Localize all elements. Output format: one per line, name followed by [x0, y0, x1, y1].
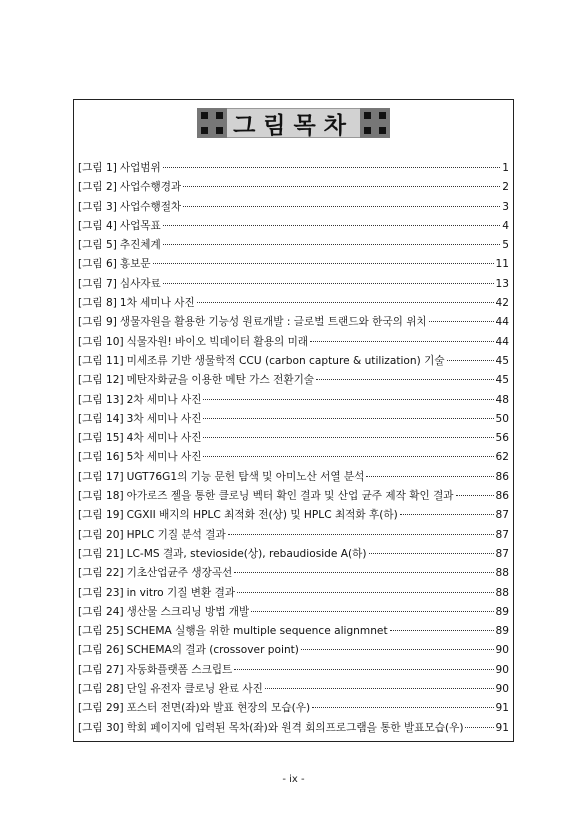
dot-leader	[301, 648, 494, 650]
toc-entry-page: 48	[495, 393, 509, 406]
toc-entry-title: 생산물 스크리닝 방법 개발	[126, 605, 250, 618]
toc-entry-label: [그림 3]	[78, 200, 117, 213]
toc-entry-title: 생물자원을 활용한 기능성 원료개발 : 글로벌 트랜드와 한국의 위치	[119, 316, 427, 329]
toc-entry-title: 미세조류 기반 생물학적 CCU (carbon capture & utilization) 기술	[126, 354, 445, 367]
toc-entry-label: [그림 15]	[78, 432, 124, 445]
toc-entry-page: 88	[495, 567, 509, 580]
toc-entry-label: [그림 1]	[78, 162, 117, 174]
toc-entry-title: UGT76G1의 기능 문헌 탐색 및 아미노산 서열 분석	[126, 470, 365, 483]
toc-entry-title: 학회 페이지에 입력된 목차(좌)와 원격 회의프로그램을 통한 발표모습(우)	[126, 721, 464, 734]
page-number-footer: - ix -	[282, 774, 305, 785]
toc-entry-page: 44	[495, 335, 509, 348]
toc-entry-page: 90	[495, 663, 509, 676]
toc-entry-label: [그림 14]	[78, 412, 124, 425]
toc-entry-title: 사업범위	[119, 162, 161, 174]
toc-entry[interactable]	[78, 526, 509, 545]
toc-entry-page: 50	[495, 412, 509, 425]
toc-entry-title: 3차 세미나 사진	[126, 412, 202, 425]
toc-entry[interactable]	[78, 584, 509, 603]
toc-entry-page: 2	[502, 181, 509, 194]
dot-leader	[456, 494, 494, 496]
dot-leader	[234, 571, 493, 573]
dot-leader	[153, 262, 494, 264]
toc-entry-title: CGXII 배지의 HPLC 최적화 전(상) 및 HPLC 최적화 후(하)	[126, 509, 398, 522]
toc-entry-title: HPLC 기질 분석 결과	[126, 528, 226, 541]
dot-leader	[447, 359, 494, 361]
toc-entry-label: [그림 8]	[78, 297, 117, 310]
toc-entry[interactable]	[78, 217, 509, 236]
toc-entry-title: 기초산업균주 생장곡선	[126, 567, 233, 580]
toc-entry[interactable]	[78, 275, 509, 294]
toc-entry[interactable]	[78, 294, 509, 313]
toc-entry-label: [그림 12]	[78, 374, 124, 387]
toc-entry-page: 45	[495, 354, 509, 367]
dot-leader	[366, 475, 493, 477]
dot-leader	[163, 224, 500, 226]
toc-entry-page: 89	[495, 625, 509, 638]
dot-leader	[234, 668, 493, 670]
toc-entry-label: [그림 24]	[78, 605, 124, 618]
toc-entry-title: 2차 세미나 사진	[126, 393, 202, 406]
toc-entry-label: [그림 4]	[78, 219, 117, 232]
page-title: 그림목차	[227, 108, 360, 138]
toc-entry-page: 87	[495, 528, 509, 541]
toc-entry-label: [그림 11]	[78, 354, 124, 367]
toc-entry-page: 13	[495, 277, 509, 290]
dot-leader	[183, 185, 500, 187]
toc-entry-label: [그림 21]	[78, 547, 124, 560]
toc-entry[interactable]	[78, 159, 509, 178]
toc-entry-title: 5차 세미나 사진	[126, 451, 202, 464]
dot-leader	[310, 340, 493, 342]
toc-entry-page: 86	[495, 490, 509, 503]
toc-entry[interactable]	[78, 410, 509, 429]
toc-entry-page: 1	[502, 162, 509, 174]
toc-entry[interactable]	[78, 371, 509, 390]
toc-entry-label: [그림 7]	[78, 277, 117, 290]
toc-entry-title: 1차 세미나 사진	[119, 297, 195, 310]
toc-entry-title: 포스터 전면(좌)와 발표 현장의 모습(우)	[126, 702, 311, 715]
dot-leader	[316, 378, 493, 380]
toc-entry-title: 심사자료	[119, 277, 161, 290]
toc-entry-label: [그림 22]	[78, 567, 124, 580]
toc-entry[interactable]	[78, 178, 509, 197]
dot-leader	[465, 726, 493, 728]
toc-entry-title: SCHEMA 실행을 위한 multiple sequence alignmnet	[126, 625, 388, 638]
toc-entry-label: [그림 16]	[78, 451, 124, 464]
dot-leader	[237, 591, 493, 593]
dot-leader	[203, 455, 493, 457]
toc-entry-title: SCHEMA의 결과 (crossover point)	[126, 644, 299, 657]
toc-entry-page: 5	[502, 239, 509, 252]
toc-entry-page: 89	[495, 605, 509, 618]
toc-entry-label: [그림 17]	[78, 470, 124, 483]
toc-entry-label: [그림 29]	[78, 702, 124, 715]
toc-entry[interactable]	[78, 661, 509, 680]
toc-entry-title: 사업수행경과	[119, 181, 182, 194]
toc-entry[interactable]	[78, 564, 509, 583]
toc-entry-label: [그림 20]	[78, 528, 124, 541]
toc-list	[78, 159, 509, 738]
dot-leader	[203, 436, 493, 438]
toc-entry-title: 식물자원! 바이오 빅데이터 활용의 미래	[126, 335, 309, 348]
toc-entry-page: 91	[495, 721, 509, 734]
dot-leader	[390, 629, 494, 631]
toc-entry-label: [그림 18]	[78, 490, 124, 503]
toc-frame	[73, 99, 514, 742]
toc-entry-page: 86	[495, 470, 509, 483]
toc-entry-title: 단일 유전자 클로닝 완료 사진	[126, 683, 263, 696]
dot-leader	[203, 398, 493, 400]
toc-entry[interactable]	[78, 699, 509, 718]
toc-entry[interactable]	[78, 255, 509, 274]
toc-entry-page: 45	[495, 374, 509, 387]
toc-entry-title: 자동화플랫폼 스크립트	[126, 663, 233, 676]
dot-leader	[228, 533, 494, 535]
toc-entry-title: LC-MS 결과, stevioside(상), rebaudioside A(하)	[126, 547, 367, 560]
toc-entry-title: 4차 세미나 사진	[126, 432, 202, 445]
toc-entry[interactable]	[78, 352, 509, 371]
dot-leader	[400, 513, 494, 515]
toc-entry-label: [그림 28]	[78, 683, 124, 696]
toc-entry-page: 11	[495, 258, 509, 271]
toc-entry-page: 90	[495, 644, 509, 657]
toc-entry[interactable]	[78, 468, 509, 487]
toc-entry-title: 추진체계	[119, 239, 161, 252]
bullet-square-icon	[360, 108, 390, 138]
toc-entry-page: 42	[495, 297, 509, 310]
toc-entry-label: [그림 10]	[78, 335, 124, 348]
toc-entry[interactable]	[78, 198, 509, 217]
toc-entry-page: 87	[495, 547, 509, 560]
toc-entry-label: [그림 25]	[78, 625, 124, 638]
toc-entry-page: 87	[495, 509, 509, 522]
toc-entry[interactable]	[78, 391, 509, 410]
toc-entry-label: [그림 23]	[78, 586, 124, 599]
dot-leader	[369, 552, 494, 554]
dot-leader	[163, 243, 500, 245]
title-box	[197, 108, 390, 138]
toc-entry[interactable]	[78, 487, 509, 506]
toc-entry[interactable]	[78, 603, 509, 622]
toc-entry-page: 91	[495, 702, 509, 715]
toc-entry-title: in vitro 기질 변환 결과	[126, 586, 236, 599]
toc-entry-title: 아가로즈 젤을 통한 클로닝 벡터 확인 결과 및 산업 균주 제작 확인 결과	[126, 490, 454, 503]
bullet-square-icon	[197, 108, 227, 138]
toc-entry-title: 메탄자화균을 이용한 메탄 가스 전환기술	[126, 374, 315, 387]
toc-entry-label: [그림 5]	[78, 239, 117, 252]
toc-entry-page: 44	[495, 316, 509, 329]
toc-entry-title: 사업목표	[119, 219, 161, 232]
toc-entry-label: [그림 6]	[78, 258, 117, 271]
toc-entry[interactable]	[78, 506, 509, 525]
dot-leader	[163, 166, 500, 168]
dot-leader	[265, 687, 494, 689]
toc-entry-label: [그림 27]	[78, 663, 124, 676]
toc-entry[interactable]	[78, 429, 509, 448]
toc-entry[interactable]	[78, 719, 509, 738]
toc-entry[interactable]	[78, 641, 509, 660]
toc-entry[interactable]	[78, 333, 509, 352]
toc-entry-label: [그림 2]	[78, 181, 117, 194]
toc-entry-label: [그림 19]	[78, 509, 124, 522]
toc-entry-page: 3	[502, 200, 509, 213]
toc-entry-page: 4	[502, 219, 509, 232]
toc-entry-label: [그림 9]	[78, 316, 117, 329]
dot-leader	[163, 282, 494, 284]
toc-entry[interactable]	[78, 680, 509, 699]
dot-leader	[251, 610, 493, 612]
toc-entry-title: 사업수행절차	[119, 200, 182, 213]
toc-entry[interactable]	[78, 313, 509, 332]
dot-leader	[312, 706, 493, 708]
toc-entry-label: [그림 13]	[78, 393, 124, 406]
toc-entry-label: [그림 26]	[78, 644, 124, 657]
toc-entry[interactable]	[78, 236, 509, 255]
dot-leader	[429, 320, 494, 322]
dot-leader	[203, 417, 493, 419]
dot-leader	[183, 205, 500, 207]
toc-entry-page: 90	[495, 683, 509, 696]
toc-entry[interactable]	[78, 622, 509, 641]
title-area	[74, 106, 513, 140]
toc-entry-page: 56	[495, 432, 509, 445]
toc-entry-label: [그림 30]	[78, 721, 124, 734]
toc-entry-page: 88	[495, 586, 509, 599]
dot-leader	[197, 301, 494, 303]
toc-entry[interactable]	[78, 545, 509, 564]
toc-entry[interactable]	[78, 448, 509, 467]
toc-entry-title: 홍보문	[119, 258, 151, 271]
toc-entry-page: 62	[495, 451, 509, 464]
